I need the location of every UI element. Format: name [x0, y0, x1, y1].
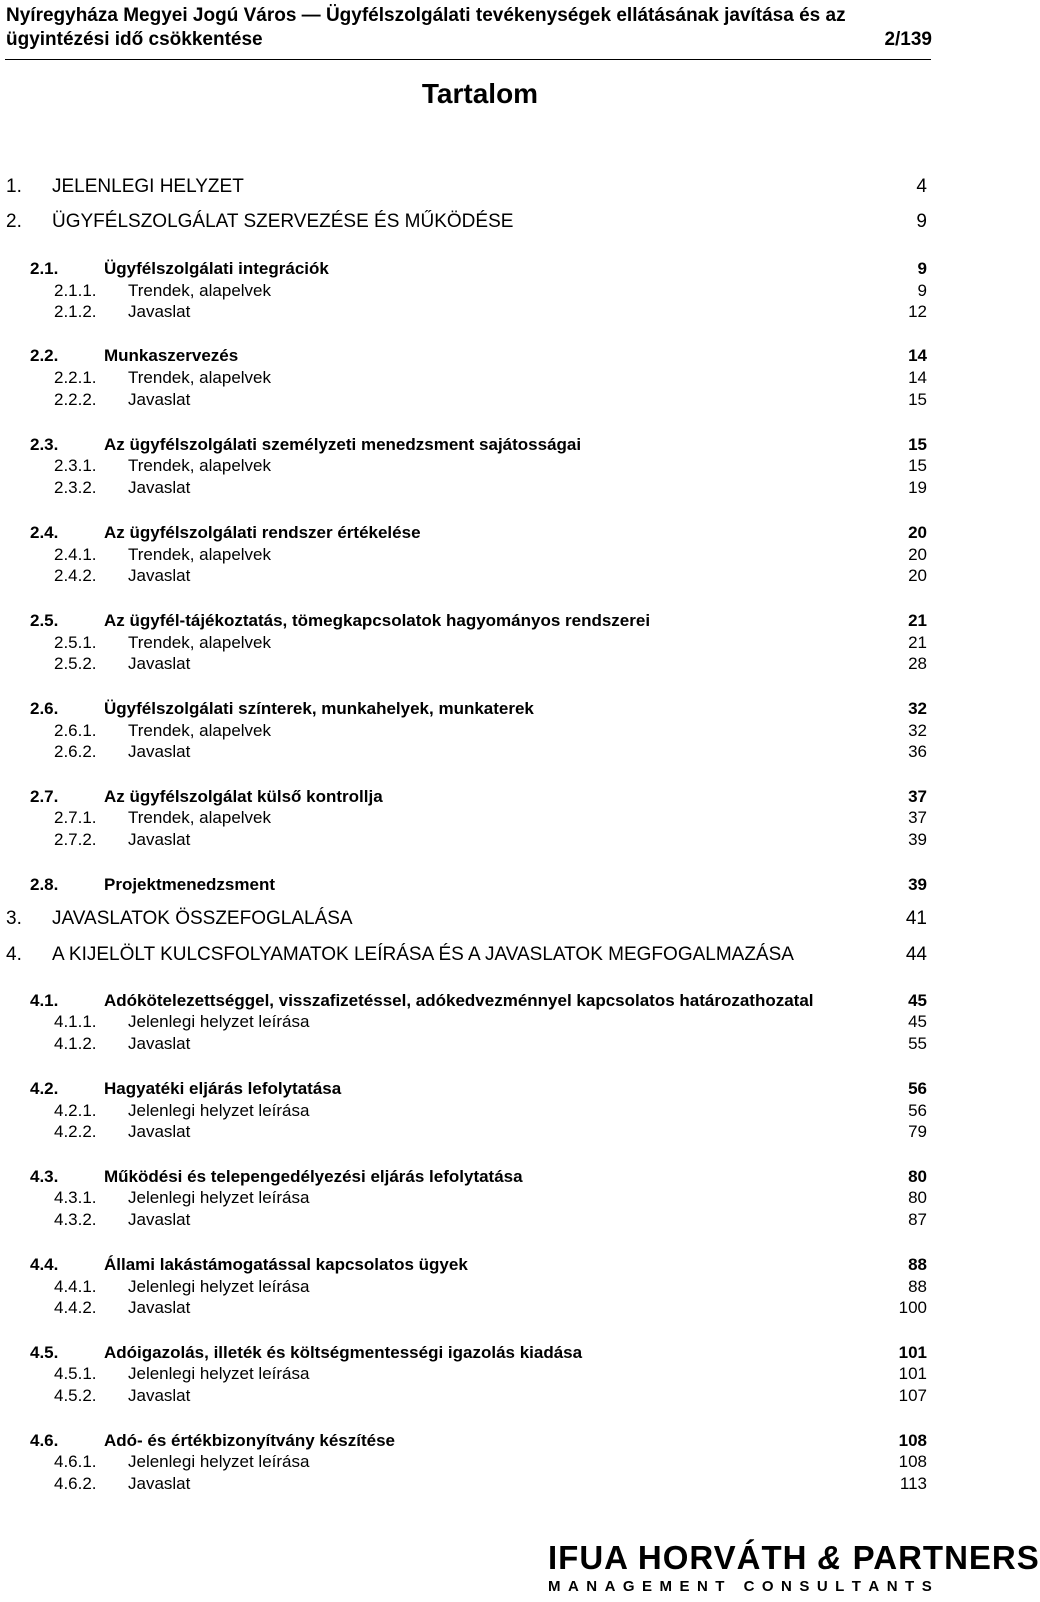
toc-entry-number: 4. [6, 944, 22, 965]
toc-entry-title: ÜGYFÉLSZOLGÁLAT SZERVEZÉSE ÉS MŰKÖDÉSE [52, 211, 514, 232]
toc-entry-page: 14 [908, 368, 927, 387]
toc-entry-title: Javaslat [128, 566, 191, 585]
toc-entry-number: 1. [6, 176, 22, 197]
toc-entry-number: 2.8. [30, 875, 59, 894]
toc-entry[interactable] [0, 632, 960, 654]
toc-entry-number: 4.3.1. [54, 1188, 97, 1207]
toc-entry-number: 2.2.2. [54, 390, 97, 409]
toc-entry[interactable] [0, 1297, 960, 1319]
toc-entry-page: 9 [916, 211, 927, 232]
toc-entry-number: 2.5.1. [54, 633, 97, 652]
toc-entry-title: Trendek, alapelvek [128, 721, 272, 740]
toc-entry-number: 4.3. [30, 1167, 59, 1186]
toc-entry-page: 108 [898, 1452, 927, 1471]
toc-entry-page: 32 [908, 721, 927, 740]
toc-entry[interactable] [0, 1430, 960, 1452]
toc-entry[interactable] [0, 698, 960, 720]
toc-entry-title: Trendek, alapelvek [128, 368, 272, 387]
toc-entry-title: Adó- és értékbizonyítvány készítése [104, 1431, 396, 1450]
toc-entry-page: 101 [898, 1364, 927, 1383]
logo-wordmark: IFUA HORVÁTH & PARTNERS [548, 1539, 1040, 1576]
toc-entry[interactable] [0, 1100, 960, 1122]
toc-entry-number: 4.1.1. [54, 1012, 97, 1031]
toc-entry-page: 4 [916, 176, 927, 197]
toc-entry-page: 45 [908, 991, 927, 1010]
toc-entry-number: 2.3. [30, 435, 59, 454]
toc-entry[interactable] [0, 211, 960, 233]
toc-entry-number: 2.5.2. [54, 654, 97, 673]
toc-entry-title: Javaslat [128, 1210, 191, 1229]
toc-entry-title: Javaslat [128, 654, 191, 673]
toc-entry-page: 39 [908, 830, 927, 849]
toc-entry-title: Javaslat [128, 390, 191, 409]
toc-entry-title: Jelenlegi helyzet leírása [128, 1101, 310, 1120]
toc-entry[interactable] [0, 565, 960, 587]
toc-entry-number: 4.3.2. [54, 1210, 97, 1229]
toc-entry-title: Projektmenedzsment [104, 875, 275, 894]
toc-entry-number: 4.6.1. [54, 1452, 97, 1471]
toc-entry-number: 2.1.2. [54, 302, 97, 321]
toc-entry[interactable] [0, 389, 960, 411]
toc-entry-title: Az ügyfélszolgálat külső kontrollja [104, 787, 383, 806]
toc-entry[interactable] [0, 1254, 960, 1276]
toc-entry[interactable] [0, 720, 960, 742]
toc-entry-title: Javaslat [128, 1474, 191, 1493]
toc-entry-page: 41 [905, 908, 927, 929]
toc-entry-page: 15 [908, 456, 927, 475]
toc-entry[interactable] [0, 807, 960, 829]
toc-entry[interactable] [0, 258, 960, 280]
toc-entry-number: 2.4.1. [54, 545, 97, 564]
toc-entry[interactable] [0, 544, 960, 566]
toc-entry-title: Javaslat [128, 1122, 191, 1141]
toc-entry[interactable] [0, 345, 960, 367]
toc-entry-number: 2.6.1. [54, 721, 97, 740]
toc-entry-title: Javaslat [128, 302, 191, 321]
toc-entry-title: Jelenlegi helyzet leírása [128, 1452, 310, 1471]
toc-entry[interactable] [0, 434, 960, 456]
toc-entry[interactable] [0, 653, 960, 675]
toc-entry-title: Hagyatéki eljárás lefolytatása [104, 1079, 342, 1098]
toc-entry-page: 107 [898, 1386, 927, 1405]
toc-entry-page: 100 [898, 1298, 927, 1317]
toc-entry-title: Javaslat [128, 830, 191, 849]
toc-entry[interactable] [0, 829, 960, 851]
toc-entry-page: 87 [908, 1210, 927, 1229]
toc-entry[interactable] [0, 786, 960, 808]
toc-entry-title: Jelenlegi helyzet leírása [128, 1012, 310, 1031]
toc-entry[interactable] [0, 1385, 960, 1407]
toc-entry-title: Trendek, alapelvek [128, 808, 272, 827]
toc-entry-number: 4.4.2. [54, 1298, 97, 1317]
toc-entry-page: 15 [908, 435, 927, 454]
toc-entry-page: 15 [908, 390, 927, 409]
toc-entry[interactable] [0, 176, 960, 198]
toc-entry-title: A KIJELÖLT KULCSFOLYAMATOK LEÍRÁSA ÉS A JAVASLATOK MEGFOGALMAZÁSA [52, 944, 794, 965]
toc-entry-title: Munkaszervezés [104, 346, 239, 365]
toc-entry-page: 9 [917, 259, 927, 278]
toc-entry-title: Trendek, alapelvek [128, 281, 272, 300]
toc-entry[interactable] [0, 1166, 960, 1188]
toc-entry[interactable] [0, 908, 960, 930]
toc-entry[interactable] [0, 301, 960, 323]
toc-entry-title: Jelenlegi helyzet leírása [128, 1188, 310, 1207]
toc-entry-title: Trendek, alapelvek [128, 633, 272, 652]
toc-entry-title: Trendek, alapelvek [128, 456, 272, 475]
toc-entry[interactable] [0, 1276, 960, 1298]
toc-entry-page: 88 [908, 1277, 927, 1296]
toc-entry-page: 28 [908, 654, 927, 673]
company-logo [548, 1539, 1040, 1600]
toc-entry-title: Jelenlegi helyzet leírása [128, 1277, 310, 1296]
toc-entry-page: 39 [908, 875, 927, 894]
toc-entry-page: 21 [908, 611, 927, 630]
toc-entry[interactable] [0, 741, 960, 763]
toc-entry-page: 80 [908, 1167, 927, 1186]
toc-entry-number: 2.3.1. [54, 456, 97, 475]
logo-ampersand: & [817, 1539, 843, 1576]
toc-entry-page: 20 [908, 545, 927, 564]
toc-entry-number: 2.7.2. [54, 830, 97, 849]
toc-entry-title: Az ügyfél-tájékoztatás, tömegkapcsolatok hagyományos rendszerei [104, 611, 651, 630]
toc-entry-title: Adóigazolás, illeték és költségmentességi igazolás kiadása [104, 1343, 583, 1362]
toc-entry-title: Az ügyfélszolgálati rendszer értékelése [104, 523, 421, 542]
toc-entry-page: 88 [908, 1255, 927, 1274]
header-page-number: 2/139 [884, 29, 932, 50]
toc-entry-page: 12 [908, 302, 927, 321]
toc-entry[interactable] [0, 1363, 960, 1385]
toc-entry[interactable] [0, 610, 960, 632]
toc-entry-title: Állami lakástámogatással kapcsolatos ügyek [104, 1255, 468, 1274]
toc-entry-page: 56 [908, 1079, 927, 1098]
toc-entry-page: 20 [908, 566, 927, 585]
toc-entry-page: 113 [899, 1474, 927, 1493]
toc-entry[interactable] [0, 1033, 960, 1055]
toc-entry-number: 2.1. [30, 259, 59, 278]
toc-entry-page: 37 [908, 808, 927, 827]
toc-entry-title: Javaslat [128, 1386, 191, 1405]
toc-entry-number: 2.4. [30, 523, 59, 542]
toc-entry-page: 56 [908, 1101, 927, 1120]
toc-entry-title: Javaslat [128, 742, 191, 761]
toc-entry-page: 79 [908, 1122, 927, 1141]
toc-entry[interactable] [0, 874, 960, 896]
toc-entry-number: 4.4.1. [54, 1277, 97, 1296]
toc-entry-page: 36 [908, 742, 927, 761]
toc-entry-title: Ügyfélszolgálati színterek, munkahelyek, munkaterek [104, 699, 534, 718]
toc-entry-number: 4.5.2. [54, 1386, 97, 1405]
toc-entry-title: Javaslat [128, 1298, 191, 1317]
toc-entry-number: 4.6.2. [54, 1474, 97, 1493]
toc-entry-number: 2. [6, 211, 22, 232]
toc-entry-title: Javaslat [128, 478, 191, 497]
toc-entry-page: 21 [908, 633, 927, 652]
toc-entry-number: 4.4. [30, 1255, 59, 1274]
toc-entry-page: 19 [908, 478, 927, 497]
toc-entry-page: 108 [898, 1431, 927, 1450]
toc-entry[interactable] [0, 477, 960, 499]
toc-entry[interactable] [0, 990, 960, 1012]
toc-entry[interactable] [0, 367, 960, 389]
toc-entry-number: 4.1.2. [54, 1034, 97, 1053]
toc-entry-title: Adókötelezettséggel, visszafizetéssel, adókedvezménnyel kapcsolatos határozathozatal [104, 991, 814, 1010]
toc-entry-page: 14 [908, 346, 927, 365]
toc-entry-number: 2.2. [30, 346, 59, 365]
toc-entry[interactable] [0, 1078, 960, 1100]
toc-entry[interactable] [0, 1121, 960, 1143]
header-title-line1: Nyíregyháza Megyei Jogú Város — Ügyfélszolgálati tevékenységek ellátásának javítása és az [6, 5, 846, 26]
logo-tagline: M A N A G E M E N T C O N S U L T A N T S [548, 1578, 932, 1595]
toc-entry-number: 4.1. [30, 991, 59, 1010]
toc-entry-title: Trendek, alapelvek [128, 545, 272, 564]
toc-entry-title: JAVASLATOK ÖSSZEFOGLALÁSA [52, 908, 353, 929]
toc-entry-title: Ügyfélszolgálati integrációk [104, 259, 329, 278]
toc-entry[interactable] [0, 1187, 960, 1209]
toc-entry-page: 32 [908, 699, 927, 718]
toc-entry[interactable] [0, 1209, 960, 1231]
toc-entry-number: 2.5. [30, 611, 59, 630]
toc-entry-number: 4.5. [30, 1343, 59, 1362]
toc-entry-number: 2.6.2. [54, 742, 97, 761]
toc-entry-number: 2.1.1. [54, 281, 97, 300]
toc-entry-title: JELENLEGI HELYZET [52, 176, 244, 197]
toc-entry-number: 2.2.1. [54, 368, 97, 387]
toc-entry-title: Jelenlegi helyzet leírása [128, 1364, 310, 1383]
toc-entry-number: 2.7. [30, 787, 59, 806]
toc-entry-page: 45 [908, 1012, 927, 1031]
toc-entry-page: 9 [917, 281, 927, 300]
toc-title: Tartalom [421, 78, 539, 109]
toc-entry-number: 2.4.2. [54, 566, 97, 585]
header-title-line2: ügyintézési idő csökkentése [6, 29, 263, 50]
toc-entry-number: 4.6. [30, 1431, 59, 1450]
toc-entry-number: 4.2.1. [54, 1101, 97, 1120]
toc-entry[interactable] [0, 1473, 960, 1495]
toc-entry-title: Az ügyfélszolgálati személyzeti menedzsment sajátosságai [104, 435, 582, 454]
toc-entry-number: 2.6. [30, 699, 59, 718]
toc-entry[interactable] [0, 1342, 960, 1364]
toc-entry-number: 4.2. [30, 1079, 59, 1098]
toc-entry[interactable] [0, 1451, 960, 1473]
toc-entry-title: Javaslat [128, 1034, 191, 1053]
toc-entry-page: 20 [908, 523, 927, 542]
toc-entry-title: Működési és telepengedélyezési eljárás lefolytatása [104, 1167, 523, 1186]
toc-entry[interactable] [0, 455, 960, 477]
toc-entry-page: 55 [908, 1034, 927, 1053]
toc-entry-page: 37 [908, 787, 927, 806]
toc-entry-number: 4.2.2. [54, 1122, 97, 1141]
toc-entry-number: 4.5.1. [54, 1364, 97, 1383]
toc-entry[interactable] [0, 522, 960, 544]
toc-entry[interactable] [0, 1011, 960, 1033]
toc-entry[interactable] [0, 944, 960, 966]
toc-entry-number: 2.7.1. [54, 808, 97, 827]
toc-entry-page: 80 [908, 1188, 927, 1207]
toc-entry[interactable] [0, 280, 960, 302]
toc-entry-number: 2.3.2. [54, 478, 97, 497]
toc-entry-page: 44 [905, 944, 927, 965]
toc-entry-number: 3. [6, 908, 22, 929]
toc-entry-page: 101 [898, 1343, 927, 1362]
